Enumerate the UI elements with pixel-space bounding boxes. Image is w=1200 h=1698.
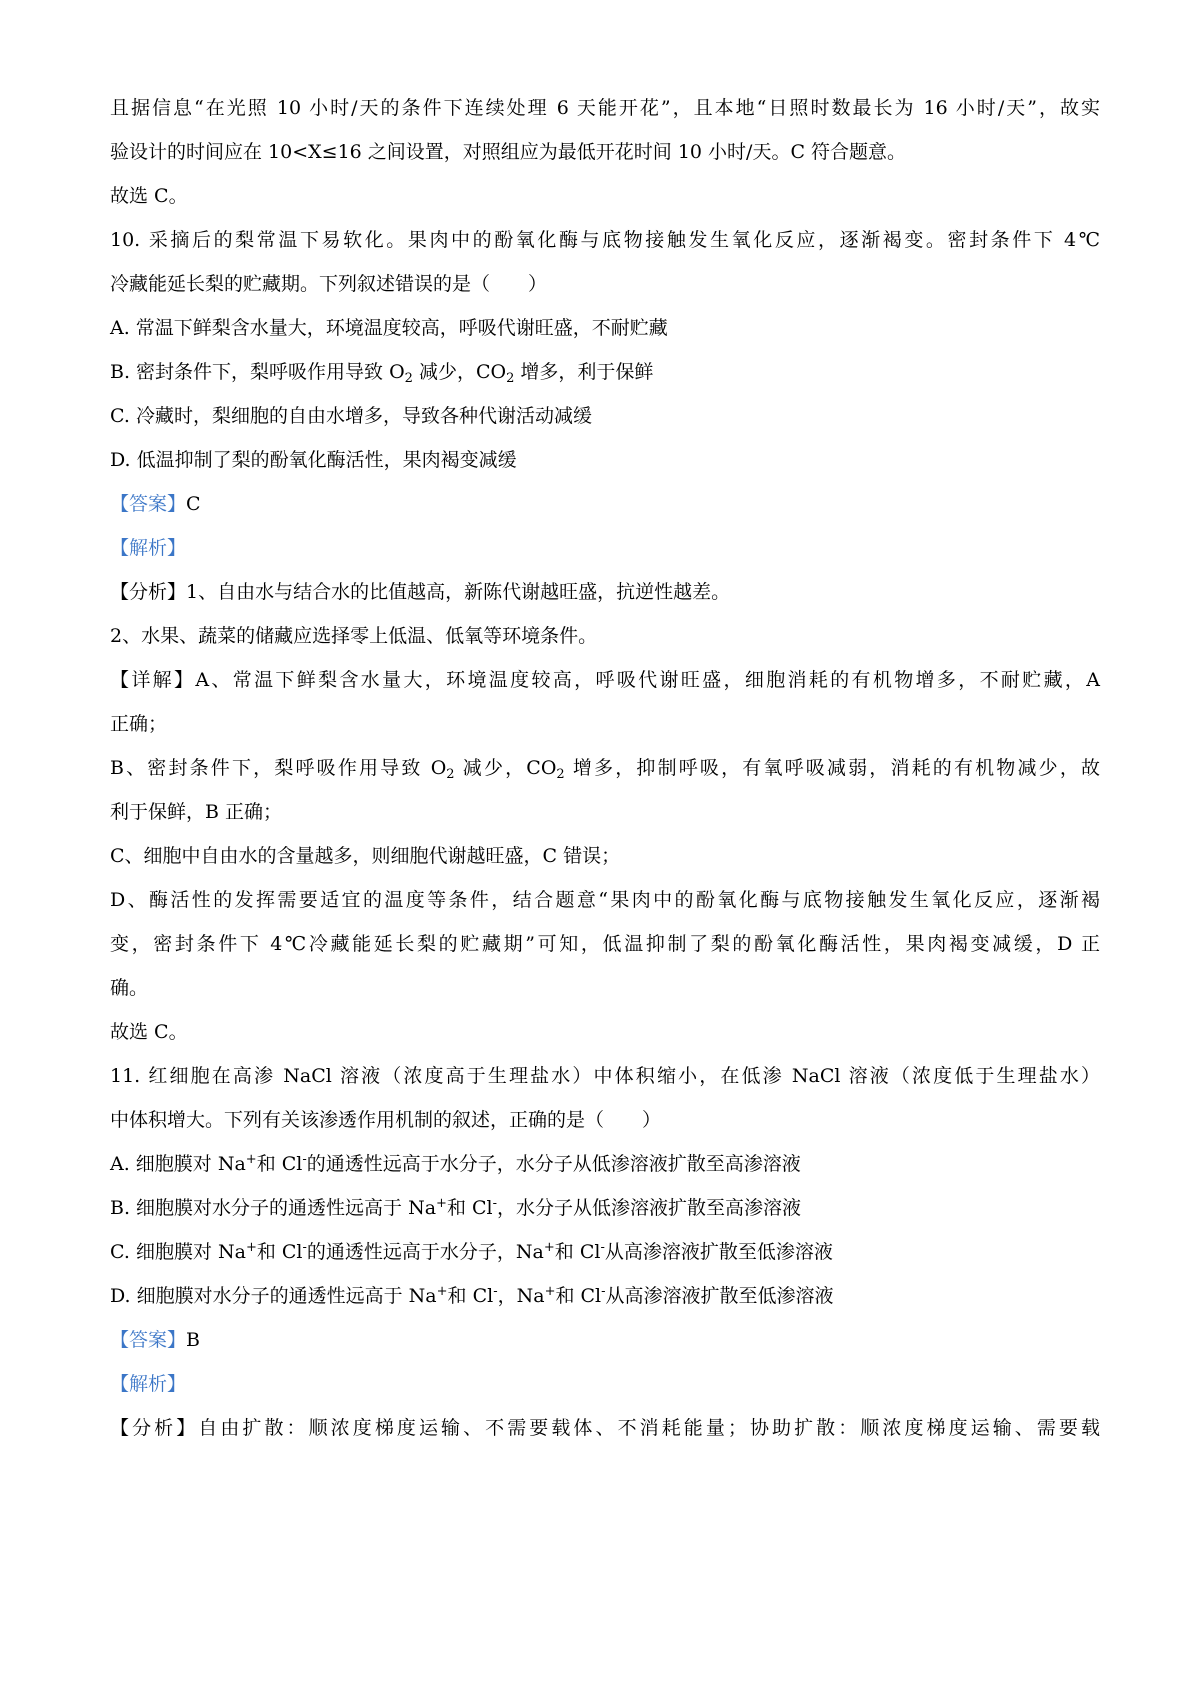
q10-conclusion: 故选 C。	[110, 1021, 188, 1043]
q11-option-b-text-3: ，水分子从低渗溶液扩散至高渗溶液	[497, 1197, 802, 1219]
q10-option-b	[110, 358, 1100, 386]
q10-detail-a-line-2: 正确；	[110, 713, 168, 735]
q10-detail-a-text: A、常温下鲜梨含水量大，环境温度较高，呼吸代谢旺盛，细胞消耗的有机物增多，不耐贮藏，A	[195, 669, 1100, 691]
q11-analysis-line	[110, 1414, 1100, 1442]
q11-option-c-sup-3: +	[543, 1240, 555, 1255]
q10-answer-value: C	[186, 493, 201, 515]
q11-analysis-text: 自由扩散：顺浓度梯度运输、不需要载体、不消耗能量；协助扩散：顺浓度梯度运输、需要载	[198, 1417, 1100, 1439]
q10-analysis-label: 【分析】	[110, 581, 187, 603]
q11-option-c-text-5: 从高渗溶液扩散至低渗溶液	[604, 1241, 833, 1263]
q11-option-c-text-4: 和 Cl	[554, 1241, 601, 1263]
q10-detail-b-text-1: B、密封条件下，梨呼吸作用导致 O	[110, 757, 447, 779]
prev-solution-line-2: 验设计的时间应在 10<X≤16 之间设置，对照组应为最低开花时间 10 小时/天。C 符合题意。	[110, 141, 907, 163]
q11-option-c-text-2: 和 Cl	[256, 1241, 303, 1263]
q11-option-d-sup-1: +	[436, 1284, 448, 1299]
q10-detail-b-text-2: 减少，CO	[454, 757, 557, 779]
q11-analysis-tag: 【解析】	[110, 1373, 187, 1395]
q11-option-d-text-5: 从高渗溶液扩散至低渗溶液	[605, 1285, 834, 1307]
q10-option-c: C. 冷藏时，梨细胞的自由水增多，导致各种代谢活动减缓	[110, 405, 592, 427]
q11-option-c-text-3: 的通透性远高于水分子，Na	[306, 1241, 544, 1263]
q11-option-c-sup-2: -	[302, 1240, 307, 1255]
q11-option-c-sup-4: -	[600, 1240, 605, 1255]
q10-detail-c: C、细胞中自由水的含量越多，则细胞代谢越旺盛，C 错误；	[110, 845, 621, 867]
q11-stem-line-1: 11. 红细胞在高渗 NaCl 溶液（浓度高于生理盐水）中体积缩小，在低渗 NaCl 溶液（浓度低于生理盐水）	[110, 1065, 1100, 1087]
q10-detail-b-text-3: 增多，抑制呼吸，有氧呼吸减弱，消耗的有机物减少，故	[564, 757, 1100, 779]
q11-option-c-sup-1: +	[245, 1240, 257, 1255]
q10-analysis-1	[110, 578, 1100, 606]
q11-option-d-sup-2: -	[493, 1284, 498, 1299]
q11-option-c	[110, 1238, 1100, 1266]
q10-detail-a-line-1	[110, 666, 1100, 694]
q11-stem-line-2: 中体积增大。下列有关该渗透作用机制的叙述，正确的是（ ）	[110, 1109, 662, 1131]
q10-detail-d-line-3: 确。	[110, 977, 149, 999]
q11-option-d-sup-3: +	[544, 1284, 556, 1299]
q10-option-b-text-3: 增多，利于保鲜	[514, 361, 654, 383]
q11-option-b-sup-2: -	[492, 1196, 498, 1211]
q10-detail-label: 【详解】	[110, 669, 196, 691]
q11-answer-tag: 【答案】	[110, 1329, 187, 1351]
q10-analysis-1-text: 1、自由水与结合水的比值越高，新陈代谢越旺盛，抗逆性越差。	[186, 581, 731, 603]
q11-option-a-text-2: 和 Cl	[256, 1153, 303, 1175]
q11-option-a-sup-1: +	[245, 1152, 257, 1167]
q10-detail-d-line-2: 变，密封条件下 4℃冷藏能延长梨的贮藏期”可知，低温抑制了梨的酚氧化酶活性，果肉褐变减缓，D 正	[110, 933, 1100, 955]
prev-conclusion: 故选 C。	[110, 185, 188, 207]
q10-stem-line-1: 10. 采摘后的梨常温下易软化。果肉中的酚氧化酶与底物接触发生氧化反应，逐渐褐变。密封条件下 4℃	[110, 229, 1100, 251]
q11-option-d	[110, 1282, 1100, 1310]
q11-option-d-text-3: ，Na	[497, 1285, 545, 1307]
q10-analysis-tag: 【解析】	[110, 537, 187, 559]
q11-option-b-text-2: 和 Cl	[446, 1197, 493, 1219]
q11-answer-value: B	[186, 1329, 200, 1351]
q11-option-b-text-1: B. 细胞膜对水分子的通透性远高于 Na	[110, 1197, 437, 1219]
q11-option-a-text-3: 的通透性远高于水分子，水分子从低渗溶液扩散至高渗溶液	[306, 1153, 801, 1175]
q10-analysis-2: 2、水果、蔬菜的储藏应选择零上低温、低氧等环境条件。	[110, 625, 598, 647]
q10-option-b-text-1: B. 密封条件下，梨呼吸作用导致 O	[110, 361, 405, 383]
q11-option-a-sup-2: -	[302, 1152, 307, 1167]
q11-option-b	[110, 1194, 1100, 1222]
q10-detail-b-sub-1: 2	[446, 767, 455, 782]
q10-option-d: D. 低温抑制了梨的酚氧化酶活性，果肉褐变减缓	[110, 449, 517, 471]
q11-option-a-text-1: A. 细胞膜对 Na	[110, 1153, 246, 1175]
q11-option-a	[110, 1150, 1100, 1178]
q11-option-b-sup-1: +	[436, 1196, 447, 1211]
q10-answer	[110, 490, 1100, 518]
q11-option-c-text-1: C. 细胞膜对 Na	[110, 1241, 246, 1263]
q11-analysis-label: 【分析】	[110, 1417, 199, 1439]
q11-option-d-text-1: D. 细胞膜对水分子的通透性远高于 Na	[110, 1285, 437, 1307]
q11-option-d-sup-4: -	[601, 1284, 606, 1299]
q10-detail-b-line-1	[110, 754, 1100, 782]
q10-stem-line-2: 冷藏能延长梨的贮藏期。下列叙述错误的是（ ）	[110, 273, 548, 295]
q11-answer	[110, 1326, 1100, 1354]
q10-option-b-sub-1: 2	[404, 371, 413, 386]
q10-answer-tag: 【答案】	[110, 493, 187, 515]
prev-solution-line-1: 且据信息“在光照 10 小时/天的条件下连续处理 6 天能开花”，且本地“日照时数最长为 16 小时/天”，故实	[110, 97, 1100, 119]
q10-option-a: A. 常温下鲜梨含水量大，环境温度较高，呼吸代谢旺盛，不耐贮藏	[110, 317, 668, 339]
q10-detail-b-sub-2: 2	[556, 767, 565, 782]
q10-option-b-text-2: 减少，CO	[412, 361, 507, 383]
q11-option-d-text-2: 和 Cl	[447, 1285, 494, 1307]
q11-option-d-text-4: 和 Cl	[555, 1285, 602, 1307]
q10-detail-d-line-1: D、酶活性的发挥需要适宜的温度等条件，结合题意“果肉中的酚氧化酶与底物接触发生氧化反应，逐渐褐	[110, 889, 1100, 911]
q10-detail-b-line-2: 利于保鲜，B 正确；	[110, 801, 283, 823]
q10-option-b-sub-2: 2	[506, 371, 515, 386]
